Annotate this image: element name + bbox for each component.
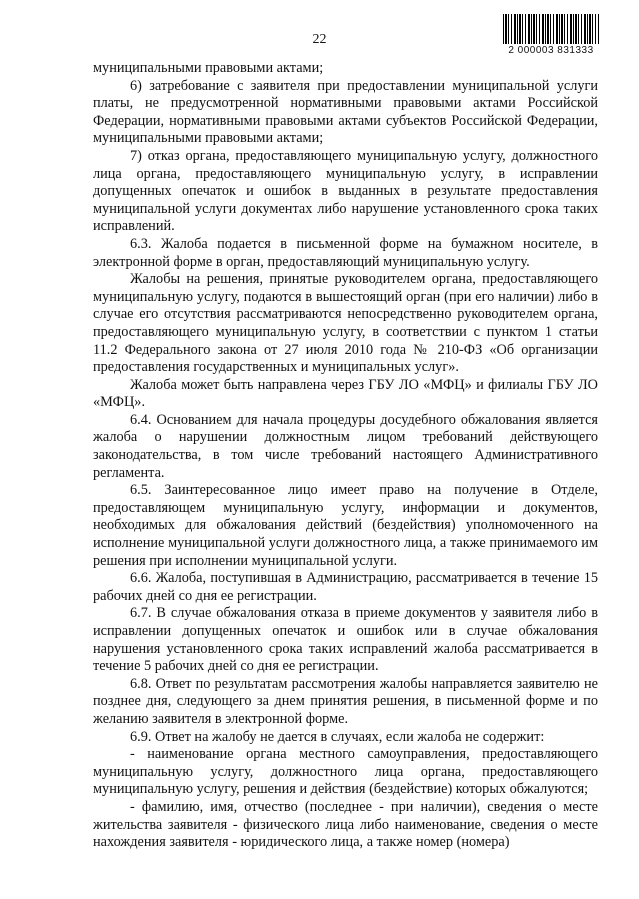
paragraph-6-7: 6.7. В случае обжалования отказа в приеме документов у заявителя либо в исправлении допущенных опечаток и ошибок или в случае обжалования нарушения установленного срока таких исправлений жалоба рассматривается в течение 5 рабочих дней со дня ее регистрации. (93, 605, 598, 675)
paragraph-6-8: 6.8. Ответ по результатам рассмотрения жалобы направляется заявителю не позднее дня, следующего за днем принятия решения, в письменной форме и по желанию заявителя в электронной форме. (93, 675, 598, 727)
barcode (497, 14, 605, 60)
paragraph-item-6: 6) затребование с заявителя при предоставлении муниципальной услуги платы, не предусмотренной нормативными правовыми актами Российской Федерации, нормативными правовыми актами субъектов Российской Федерации, муниципальными правовыми актами; (93, 77, 598, 147)
list-item-applicant-details: - фамилию, имя, отчество (последнее - при наличии), сведения о месте жительства заявителя - физического лица либо наименование, сведения о месте нахождения заявителя - юридического лица, а также номер (номера) (93, 798, 598, 851)
paragraph-mfc: Жалоба может быть направлена через ГБУ ЛО «МФЦ» и филиалы ГБУ ЛО «МФЦ». (93, 376, 598, 411)
paragraph-item-7: 7) отказ органа, предоставляющего муниципальную услугу, должностного лица органа, предоставляющего муниципальную услугу, в исправлении допущенных опечаток и ошибок в выданных в результате предоставления муниципальной услуги документах либо нарушение установленного срока таких исправлений. (93, 147, 598, 235)
barcode-number: 2 000003 831333 (508, 45, 594, 56)
barcode-bars (503, 14, 599, 44)
paragraph-6-5: 6.5. Заинтересованное лицо имеет право на получение в Отделе, предоставляющем муниципальную услугу, информации и документов, необходимых для обжалования действий (бездействия) уполномоченного на исполнение муниципальной услуги должностного лица, а также принимаемого им решения при исполнении муниципальной услуги. (93, 482, 598, 569)
document-body (93, 60, 598, 852)
paragraph-6-4: 6.4. Основанием для начала процедуры досудебного обжалования является жалоба о нарушении должностным лицом требований действующего законодательства, в том числе требований настоящего Административного регламента. (93, 411, 598, 481)
paragraph-6-9: 6.9. Ответ на жалобу не дается в случаях, если жалоба не содержит: (130, 728, 545, 745)
paragraph-6-6: 6.6. Жалоба, поступившая в Администрацию, рассматривается в течение 15 рабочих дней со дня ее регистрации. (93, 570, 598, 604)
paragraph-6-3: 6.3. Жалоба подается в письменной форме на бумажном носителе, в электронной форме в орган, предоставляющий муниципальную услугу. (93, 235, 598, 270)
paragraph-complaints-head: Жалобы на решения, принятые руководителем органа, предоставляющего муниципальную услугу, подаются в вышестоящий орган (при его наличии) либо в случае его отсутствия рассматриваются непосредственно руководителем органа, предоставляющего муниципальную услугу, в соответствии с пунктом 1 статьи 11.2 Федерального закона от 27 июля 2010 года № 210-ФЗ «Об организации предоставления государственных и муниципальных услуг». (93, 271, 598, 376)
list-item-authority-name: - наименование органа местного самоуправления, предоставляющего муниципальную услугу, должностного лица органа, предоставляющего муниципальную услугу, решения и действия (бездействие) которых обжалуются; (93, 746, 598, 798)
page-number: 22 (312, 32, 327, 47)
paragraph-continuation: муниципальными правовыми актами; (93, 60, 324, 76)
